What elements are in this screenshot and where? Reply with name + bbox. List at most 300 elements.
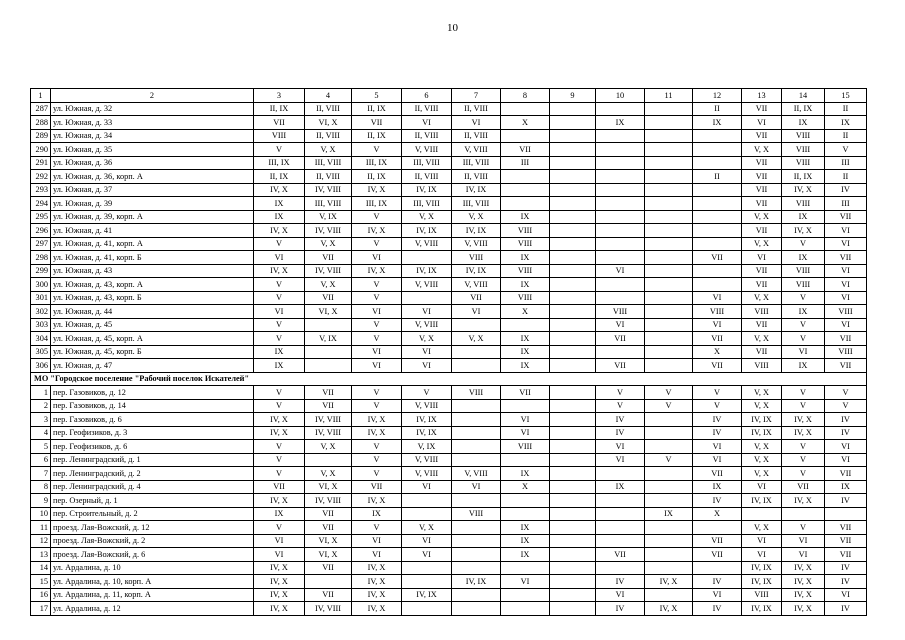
value-cell [645, 521, 693, 535]
value-cell: VI [742, 548, 782, 562]
value-cell [305, 453, 352, 467]
value-cell [452, 521, 501, 535]
value-cell [550, 278, 596, 292]
value-cell: VII [742, 318, 782, 332]
value-cell [402, 561, 452, 575]
value-cell [693, 224, 742, 238]
row-number: 303 [31, 318, 51, 332]
value-cell: VII [693, 534, 742, 548]
value-cell: VII [742, 183, 782, 197]
row-number: 293 [31, 183, 51, 197]
value-cell [693, 521, 742, 535]
value-cell [501, 318, 550, 332]
value-cell: V, VIII [402, 318, 452, 332]
value-cell: IV, IX [742, 575, 782, 589]
value-cell [645, 224, 693, 238]
value-cell: V [693, 386, 742, 400]
value-cell [452, 345, 501, 359]
table-row [31, 345, 867, 359]
value-cell: III, VIII [402, 197, 452, 211]
value-cell: VII [305, 291, 352, 305]
value-cell [550, 210, 596, 224]
value-cell: IV [825, 561, 867, 575]
value-cell [501, 183, 550, 197]
value-cell [645, 197, 693, 211]
value-cell: VI [742, 534, 782, 548]
column-header: 4 [305, 89, 352, 103]
address-cell: ул. Южная, д. 43, корп. Б [51, 291, 254, 305]
row-number: 306 [31, 359, 51, 373]
value-cell: II [825, 102, 867, 116]
value-cell: V, X [402, 521, 452, 535]
value-cell: IV, IX [452, 224, 501, 238]
value-cell [693, 143, 742, 157]
address-cell: пер. Ленинградский, д. 2 [51, 467, 254, 481]
value-cell: V, X [305, 278, 352, 292]
value-cell: VII [825, 251, 867, 265]
value-cell: III, IX [352, 197, 402, 211]
value-cell [452, 399, 501, 413]
address-cell: пер. Ленинградский, д. 4 [51, 480, 254, 494]
value-cell: IX [501, 467, 550, 481]
value-cell: VII [352, 480, 402, 494]
value-cell: II, IX [254, 102, 305, 116]
value-cell [596, 197, 645, 211]
value-cell: VI, X [305, 480, 352, 494]
value-cell: VII [693, 251, 742, 265]
value-cell [596, 521, 645, 535]
value-cell [452, 548, 501, 562]
value-cell: II, VIII [452, 102, 501, 116]
value-cell: V [352, 467, 402, 481]
value-cell [550, 534, 596, 548]
value-cell: IV, X [254, 561, 305, 575]
value-cell: IV [596, 602, 645, 616]
value-cell: IX [693, 480, 742, 494]
value-cell: V [254, 278, 305, 292]
value-cell: IV, X [782, 602, 825, 616]
value-cell: IX [501, 210, 550, 224]
value-cell: III, IX [352, 156, 402, 170]
value-cell: IX [254, 359, 305, 373]
address-cell: пер. Газовиков, д. 6 [51, 413, 254, 427]
value-cell: IV [693, 575, 742, 589]
column-header: 7 [452, 89, 501, 103]
value-cell [596, 278, 645, 292]
address-cell: ул. Южная, д. 47 [51, 359, 254, 373]
value-cell [550, 521, 596, 535]
value-cell: IX [501, 548, 550, 562]
value-cell: VI [501, 426, 550, 440]
value-cell: V, X [742, 467, 782, 481]
value-cell [550, 359, 596, 373]
value-cell: VIII [501, 224, 550, 238]
value-cell: V [645, 399, 693, 413]
row-number: 294 [31, 197, 51, 211]
value-cell: VII [693, 467, 742, 481]
value-cell: VII [305, 521, 352, 535]
value-cell: V [825, 399, 867, 413]
value-cell: V, VIII [402, 453, 452, 467]
value-cell: IV, IX [402, 426, 452, 440]
value-cell: V [782, 467, 825, 481]
value-cell: VI [402, 480, 452, 494]
value-cell [501, 494, 550, 508]
value-cell [550, 102, 596, 116]
value-cell: V [782, 440, 825, 454]
value-cell: VII [825, 359, 867, 373]
value-cell [693, 278, 742, 292]
value-cell: II, VIII [305, 102, 352, 116]
value-cell [596, 129, 645, 143]
value-cell: V, VIII [402, 399, 452, 413]
value-cell [596, 534, 645, 548]
value-cell: VI [402, 116, 452, 130]
value-cell [550, 467, 596, 481]
table-row [31, 183, 867, 197]
value-cell: IX [254, 210, 305, 224]
row-number: 298 [31, 251, 51, 265]
value-cell: V [782, 399, 825, 413]
value-cell: II, IX [254, 170, 305, 184]
value-cell: V [254, 521, 305, 535]
value-cell: VII [742, 170, 782, 184]
value-cell [645, 480, 693, 494]
table-row [31, 318, 867, 332]
value-cell: IV, X [352, 575, 402, 589]
address-cell: ул. Южная, д. 45 [51, 318, 254, 332]
value-cell: IV [825, 575, 867, 589]
value-cell: VIII [782, 129, 825, 143]
row-number: 3 [31, 413, 51, 427]
value-cell: IV, VIII [305, 413, 352, 427]
value-cell [645, 494, 693, 508]
value-cell: VIII [452, 507, 501, 521]
value-cell: VII [254, 116, 305, 130]
value-cell: VIII [501, 291, 550, 305]
value-cell: VII [305, 399, 352, 413]
value-cell: V [254, 440, 305, 454]
address-cell: ул. Южная, д. 45, корп. А [51, 332, 254, 346]
value-cell: IV, IX [452, 575, 501, 589]
value-cell: V, X [742, 386, 782, 400]
value-cell: V [693, 399, 742, 413]
value-cell [550, 575, 596, 589]
value-cell: V [352, 237, 402, 251]
table-row [31, 440, 867, 454]
value-cell: VI [352, 251, 402, 265]
value-cell [550, 305, 596, 319]
value-cell: V [352, 453, 402, 467]
row-number: 299 [31, 264, 51, 278]
value-cell: VI [352, 359, 402, 373]
address-cell: ул. Южная, д. 39, корп. А [51, 210, 254, 224]
address-cell: ул. Южная, д. 39 [51, 197, 254, 211]
value-cell: IX [693, 116, 742, 130]
value-cell: V [782, 332, 825, 346]
value-cell [550, 237, 596, 251]
value-cell: VII [693, 332, 742, 346]
value-cell: V, VIII [452, 237, 501, 251]
value-cell [645, 588, 693, 602]
value-cell: II, VIII [452, 170, 501, 184]
value-cell: V [352, 210, 402, 224]
row-number: 5 [31, 440, 51, 454]
column-header: 1 [31, 89, 51, 103]
value-cell: IV, X [782, 183, 825, 197]
column-header: 8 [501, 89, 550, 103]
value-cell: IV [825, 494, 867, 508]
value-cell: IX [501, 278, 550, 292]
table-row [31, 426, 867, 440]
value-cell: VIII [693, 305, 742, 319]
value-cell: VII [305, 251, 352, 265]
value-cell: IV, IX [402, 264, 452, 278]
column-header: 5 [352, 89, 402, 103]
value-cell [645, 278, 693, 292]
value-cell [596, 210, 645, 224]
value-cell: II, VIII [402, 102, 452, 116]
value-cell: VI [825, 453, 867, 467]
value-cell: IV [825, 602, 867, 616]
value-cell: IV, X [782, 494, 825, 508]
value-cell [550, 251, 596, 265]
row-number: 301 [31, 291, 51, 305]
value-cell: VIII [501, 264, 550, 278]
table-row [31, 129, 867, 143]
value-cell: II, IX [352, 129, 402, 143]
row-number: 10 [31, 507, 51, 521]
value-cell [550, 507, 596, 521]
value-cell [452, 534, 501, 548]
value-cell: II, VIII [402, 129, 452, 143]
value-cell: V [352, 143, 402, 157]
address-cell: ул. Южная, д. 44 [51, 305, 254, 319]
value-cell [645, 129, 693, 143]
value-cell: III, VIII [452, 156, 501, 170]
column-header: 14 [782, 89, 825, 103]
value-cell [452, 359, 501, 373]
value-cell: II, IX [782, 102, 825, 116]
value-cell: VIII [825, 345, 867, 359]
value-cell: IV, X [782, 224, 825, 238]
value-cell [596, 507, 645, 521]
value-cell [550, 129, 596, 143]
table-row [31, 467, 867, 481]
table-row [31, 359, 867, 373]
value-cell: V [402, 386, 452, 400]
address-cell: ул. Южная, д. 33 [51, 116, 254, 130]
value-cell: V [782, 237, 825, 251]
value-cell [645, 264, 693, 278]
value-cell: IV, X [352, 426, 402, 440]
value-cell [693, 264, 742, 278]
value-cell: V, X [452, 332, 501, 346]
row-number: 292 [31, 170, 51, 184]
value-cell: VIII [742, 305, 782, 319]
value-cell [645, 170, 693, 184]
row-number: 296 [31, 224, 51, 238]
value-cell [596, 251, 645, 265]
value-cell: V, X [742, 399, 782, 413]
value-cell [501, 170, 550, 184]
value-cell [645, 426, 693, 440]
value-cell: IV, X [352, 264, 402, 278]
value-cell: VII [352, 116, 402, 130]
value-cell [305, 575, 352, 589]
value-cell: VI [782, 534, 825, 548]
table-row [31, 116, 867, 130]
value-cell: VI [352, 534, 402, 548]
value-cell: VII [305, 507, 352, 521]
value-cell: IX [645, 507, 693, 521]
value-cell: V, X [305, 467, 352, 481]
column-header: 11 [645, 89, 693, 103]
row-number: 289 [31, 129, 51, 143]
value-cell: V [782, 521, 825, 535]
value-cell [645, 359, 693, 373]
address-cell: ул. Южная, д. 41 [51, 224, 254, 238]
value-cell [550, 399, 596, 413]
value-cell [645, 143, 693, 157]
value-cell [501, 561, 550, 575]
value-cell: V [254, 291, 305, 305]
table-row [31, 291, 867, 305]
address-cell: ул. Южная, д. 36, корп. А [51, 170, 254, 184]
value-cell: V, VIII [402, 467, 452, 481]
value-cell: IX [501, 345, 550, 359]
value-cell [550, 156, 596, 170]
value-cell: VII [501, 386, 550, 400]
value-cell [550, 386, 596, 400]
address-cell: пер. Газовиков, д. 12 [51, 386, 254, 400]
value-cell: VIII [782, 156, 825, 170]
value-cell: III, VIII [452, 197, 501, 211]
value-cell: V [645, 453, 693, 467]
value-cell [596, 224, 645, 238]
value-cell [452, 588, 501, 602]
value-cell: VI [825, 278, 867, 292]
value-cell: VII [742, 224, 782, 238]
table-row [31, 575, 867, 589]
address-cell: проезд. Лая-Вожский, д. 6 [51, 548, 254, 562]
value-cell: VI [254, 251, 305, 265]
value-cell [550, 183, 596, 197]
value-cell: VII [305, 386, 352, 400]
value-cell: V [825, 386, 867, 400]
value-cell: VI [693, 440, 742, 454]
address-cell: ул. Южная, д. 34 [51, 129, 254, 143]
value-cell: IV, X [254, 413, 305, 427]
value-cell [550, 264, 596, 278]
value-cell [550, 116, 596, 130]
value-cell: IV, X [254, 426, 305, 440]
value-cell [782, 507, 825, 521]
value-cell: V [352, 291, 402, 305]
column-header: 9 [550, 89, 596, 103]
value-cell: V, X [742, 332, 782, 346]
row-number: 9 [31, 494, 51, 508]
value-cell: V [825, 143, 867, 157]
section-title: МО "Городское поселение "Рабочий поселок Искателей" [31, 372, 867, 386]
value-cell [645, 467, 693, 481]
value-cell [550, 345, 596, 359]
value-cell: X [501, 116, 550, 130]
table-row [31, 156, 867, 170]
value-cell [452, 413, 501, 427]
value-cell: IV [596, 426, 645, 440]
value-cell: V, X [742, 210, 782, 224]
value-cell: VI [352, 345, 402, 359]
value-cell: IV, X [645, 575, 693, 589]
value-cell: IV, X [254, 602, 305, 616]
value-cell: VI [596, 453, 645, 467]
value-cell: V [352, 440, 402, 454]
value-cell [402, 507, 452, 521]
value-cell: IV, X [352, 561, 402, 575]
column-header: 6 [402, 89, 452, 103]
table-row [31, 251, 867, 265]
table-row [31, 170, 867, 184]
value-cell [501, 602, 550, 616]
value-cell: V [596, 399, 645, 413]
value-cell: VIII [782, 278, 825, 292]
value-cell: VI [352, 548, 402, 562]
value-cell: VII [693, 548, 742, 562]
value-cell: IX [782, 210, 825, 224]
value-cell: IV, X [352, 602, 402, 616]
value-cell: X [501, 305, 550, 319]
value-cell [645, 102, 693, 116]
value-cell: IX [501, 359, 550, 373]
value-cell: IV, IX [452, 183, 501, 197]
value-cell [550, 548, 596, 562]
value-cell: IV [693, 413, 742, 427]
value-cell: IV, VIII [305, 183, 352, 197]
value-cell: V [352, 318, 402, 332]
value-cell: VII [742, 278, 782, 292]
value-cell: IV, X [254, 575, 305, 589]
value-cell [402, 251, 452, 265]
value-cell: VI, X [305, 116, 352, 130]
table-row [31, 224, 867, 238]
column-header: 15 [825, 89, 867, 103]
row-number: 6 [31, 453, 51, 467]
value-cell: IV [693, 494, 742, 508]
value-cell: V [782, 386, 825, 400]
address-cell: ул. Ардалина, д. 10 [51, 561, 254, 575]
value-cell: V, X [742, 237, 782, 251]
value-cell [452, 561, 501, 575]
value-cell: VIII [254, 129, 305, 143]
address-cell: проезд. Лая-Вожский, д. 2 [51, 534, 254, 548]
row-number: 15 [31, 575, 51, 589]
value-cell [452, 453, 501, 467]
value-cell: VIII [596, 305, 645, 319]
address-cell: пер. Геофизиков, д. 3 [51, 426, 254, 440]
address-cell: ул. Южная, д. 37 [51, 183, 254, 197]
value-cell [596, 156, 645, 170]
value-cell: IV, IX [742, 602, 782, 616]
value-cell: IV, X [254, 588, 305, 602]
value-cell: V [782, 318, 825, 332]
value-cell [501, 453, 550, 467]
value-cell: VI [596, 318, 645, 332]
value-cell: VIII [742, 359, 782, 373]
value-cell [645, 440, 693, 454]
table-row [31, 561, 867, 575]
value-cell: IX [596, 116, 645, 130]
